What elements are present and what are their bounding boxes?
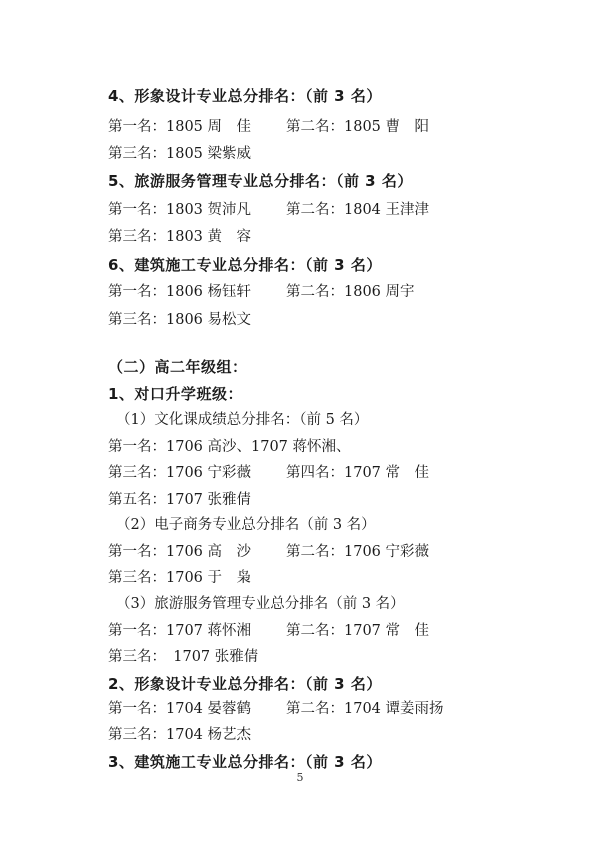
ranking-row [108, 488, 251, 512]
section-heading: 6、建筑施工专业总分排名：（前 3 名） [108, 256, 382, 274]
ranking-entry: 第三名：1806 易松文 [108, 312, 252, 328]
ranking-entry: 第一名：1706 高沙、1707 蒋怀湘、 [108, 439, 351, 455]
ranking-row [108, 461, 430, 485]
ranking-entry: 第二名：1805 曹 阳 [286, 119, 430, 135]
ranking-row [108, 225, 251, 249]
ranking-row [108, 645, 258, 669]
subsection-heading: （1）文化课成绩总分排名：（前 5 名） [116, 412, 369, 428]
ranking-entry: 第三名：1704 杨艺杰 [108, 727, 252, 743]
ranking-row [108, 142, 251, 166]
subsection-heading: （3）旅游服务管理专业总分排名（前 3 名） [116, 596, 405, 612]
ranking-entry: 第一名：1706 高 沙 [108, 544, 252, 560]
page-number: 5 [296, 771, 304, 784]
ranking-entry: 第二名：1806 周宇 [286, 284, 415, 300]
ranking-row [108, 723, 251, 747]
ranking-entry: 第二名：1804 王津津 [286, 202, 430, 218]
ranking-row [108, 115, 430, 139]
ranking-entry: 第五名：1707 张雅倩 [108, 492, 252, 508]
ranking-entry: 第四名：1707 常 佳 [286, 465, 430, 481]
section-heading: 2、形象设计专业总分排名：（前 3 名） [108, 675, 382, 693]
ranking-entry: 第一名：1803 贺沛凡 [108, 202, 252, 218]
ranking-row [108, 566, 251, 590]
ranking-entry: 第一名：1704 晏蓉鹤 [108, 701, 252, 717]
ranking-entry: 第三名：1706 于 枭 [108, 570, 252, 586]
ranking-row [108, 697, 444, 721]
ranking-row [108, 280, 415, 304]
ranking-entry: 第一名：1806 杨钰轩 [108, 284, 252, 300]
ranking-row [108, 540, 430, 564]
section-heading: 5、旅游服务管理专业总分排名：（前 3 名） [108, 172, 413, 190]
section-heading: （二）高二年级组： [108, 358, 248, 376]
ranking-entry: 第三名：1706 宁彩薇 [108, 465, 252, 481]
ranking-entry: 第二名：1707 常 佳 [286, 623, 430, 639]
ranking-row [108, 198, 430, 222]
ranking-row [108, 619, 430, 643]
ranking-row [108, 435, 351, 459]
subsection-heading: （2）电子商务专业总分排名（前 3 名） [116, 517, 376, 533]
ranking-entry: 第二名：1704 谭姜雨扬 [286, 701, 444, 717]
ranking-entry: 第三名： 1707 张雅倩 [108, 649, 259, 665]
ranking-entry: 第二名：1706 宁彩薇 [286, 544, 430, 560]
ranking-entry: 第一名：1805 周 佳 [108, 119, 252, 135]
ranking-entry: 第一名：1707 蒋怀湘 [108, 623, 252, 639]
section-heading: 3、建筑施工专业总分排名：（前 3 名） [108, 753, 382, 771]
ranking-entry: 第三名：1803 黄 容 [108, 229, 252, 245]
ranking-entry: 第三名：1805 梁紫威 [108, 146, 252, 162]
section-heading: 1、对口升学班级： [108, 385, 243, 403]
ranking-row [108, 308, 251, 332]
section-heading: 4、形象设计专业总分排名：（前 3 名） [108, 87, 382, 105]
